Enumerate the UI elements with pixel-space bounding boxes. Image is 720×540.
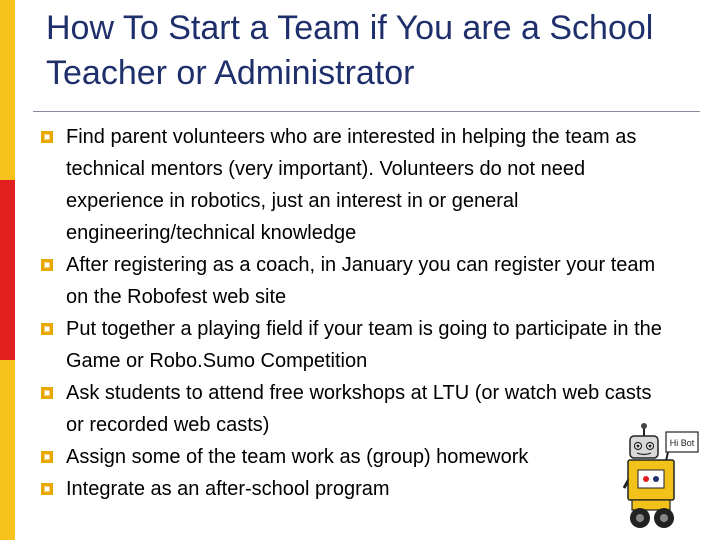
bullet-item-6 — [40, 473, 670, 505]
bullet-square-icon — [40, 322, 54, 336]
bullet-item-2 — [40, 249, 670, 313]
title-divider — [33, 111, 700, 112]
stripe-red-middle — [0, 180, 15, 360]
bullet-text-5: Assign some of the team work as (group) homework — [66, 446, 529, 468]
bullet-item-3 — [40, 313, 670, 377]
bullet-text-6: Integrate as an after-school program — [66, 478, 390, 500]
left-color-stripe — [0, 0, 15, 540]
stripe-yellow-bottom — [0, 360, 15, 540]
robot-sign-text: Hi Bot — [669, 438, 695, 448]
bullet-text-2: After registering as a coach, in January you can register your team on the Robofest web site — [66, 254, 656, 308]
bullet-list — [40, 121, 670, 505]
stripe-yellow-top — [0, 0, 15, 180]
bullet-text-1: Find parent volunteers who are interested in helping the team as technical mentors (very important). Volunteers do not need experience in robotics, just an interest in or general engineering/technical knowledge — [66, 126, 637, 244]
bullet-item-5 — [40, 441, 670, 473]
bullet-text-4: Ask students to attend free workshops at LTU (or watch web casts or recorded web casts) — [66, 382, 652, 436]
bullet-item-1 — [40, 121, 670, 249]
slide-title: How To Start a Team if You are a School Teacher or Administrator — [46, 9, 654, 92]
bullet-square-icon — [40, 130, 54, 144]
bullet-item-4 — [40, 377, 670, 441]
bullet-square-icon — [40, 386, 54, 400]
bullet-square-icon — [40, 482, 54, 496]
robot-mascot-icon — [622, 422, 702, 532]
bullet-square-icon — [40, 258, 54, 272]
bullet-text-3: Put together a playing field if your team is going to participate in the Game or Robo.Sumo Competition — [66, 318, 662, 372]
bullet-square-icon — [40, 450, 54, 464]
